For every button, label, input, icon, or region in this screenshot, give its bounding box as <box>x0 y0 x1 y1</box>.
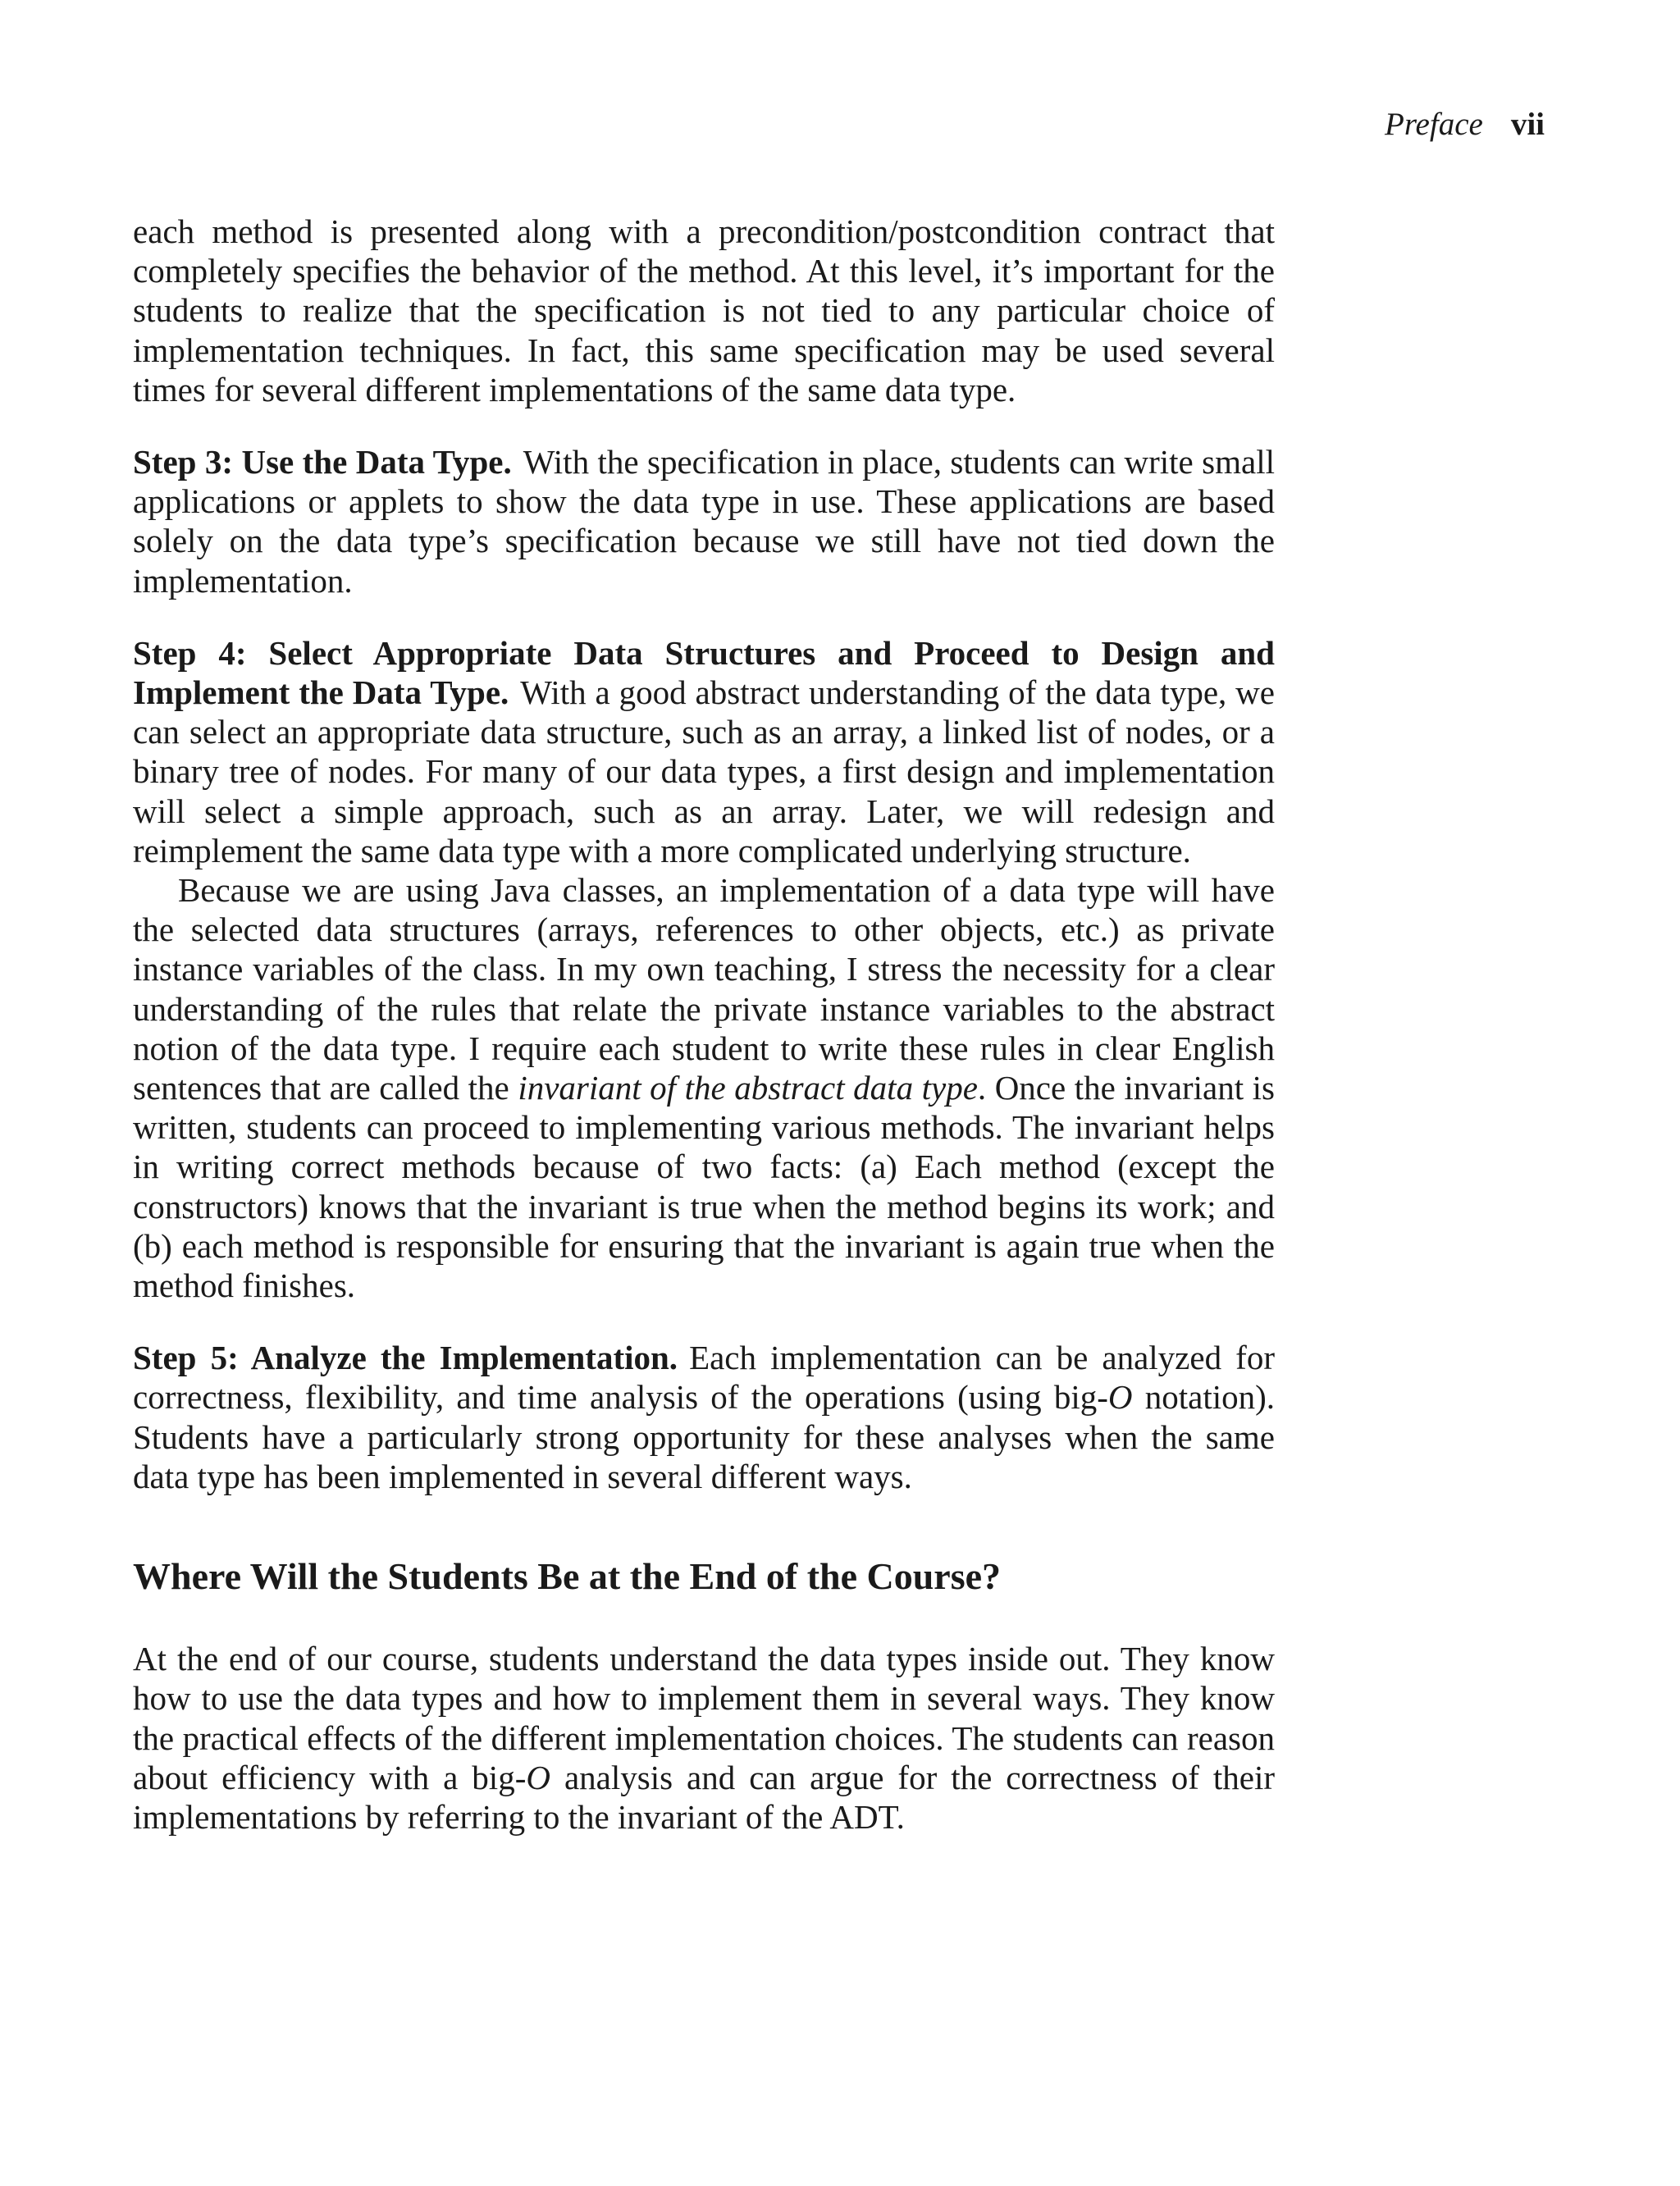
section-heading: Where Will the Students Be at the End of the Course? <box>133 1555 1002 1598</box>
page-number: vii <box>1510 107 1545 142</box>
big-o-symbol: O <box>1107 1378 1133 1417</box>
step-3-text: With the specification in place, students can write small applications or applets to show the data type in use. These applications are based solely on the data type’s specification because we still have not tied down the implementation. <box>133 443 1276 600</box>
step-5-heading: Step 5: Analyze the Implementation. <box>133 1339 678 1377</box>
big-o-symbol: O <box>526 1758 550 1796</box>
step-5-text-before: Each implementation can be analyzed for correctness, flexibility, and time analysis of the operations (using big- <box>133 1339 1275 1417</box>
invariant-text-before: Because we are using Java classes, an implementation of a data type will have the selected data structures (arrays, references to other objects, etc.) as private instance variables of the class. In my own teaching, I stress the necessity for a clear understanding of the rules that relate the private instance variables to the abstract notion of the data type. I require each student to write these rules in clear English sentences that are called the <box>133 871 1275 1107</box>
step-3-paragraph <box>133 442 1275 600</box>
running-head-section: Preface <box>1385 107 1483 142</box>
end-of-course-text-before: At the end of our course, students understand the data types inside out. They know how to use the data types and how to implement them in several ways. They know the practical effects of the different implementation choices. The students can reason about efficiency with a big- <box>133 1640 1275 1796</box>
step-4-heading: Step 4: Select Appropriate Data Structures and Proceed to Design and Implement the Data Type. <box>133 633 1275 712</box>
body-text <box>133 212 1275 1837</box>
invariant-text-after: . Once the invariant is written, students can proceed to implementing various methods. The invariant helps in writing correct methods because of two facts: (a) Each method (except the constructors) knows that the invariant is true when the method begins its work; and (b) each method is responsible for ensuring that the invariant is again true when the method finishes. <box>133 1069 1275 1305</box>
step-3-heading: Step 3: Use the Data Type. <box>133 443 512 481</box>
step-5-paragraph <box>133 1338 1275 1496</box>
step-5-text-after: notation). Students have a particularly strong opportunity for these analyses when the same data type has been implemented in several different ways. <box>133 1378 1276 1495</box>
step-4-paragraph <box>133 633 1275 870</box>
step-4-text: With a good abstract understanding of the data type, we can select an appropriate data structure, such as an array, a linked list of nodes, or a binary tree of nodes. For many of our data types, a first design and implementation will select a simple approach, such as an array. Later, we will redesign and reimplement the same data type with a more complicated underlying structure. <box>133 673 1275 869</box>
invariant-emphasis: invariant of the abstract data type <box>518 1069 978 1107</box>
invariant-paragraph <box>133 870 1275 1305</box>
end-of-course-text-after: analysis and can argue for the correctness of their implementations by referring to the invariant of the ADT. <box>133 1758 1275 1836</box>
running-head <box>1385 108 1545 140</box>
end-of-course-paragraph <box>133 1639 1275 1837</box>
paragraph-continuation: each method is presented along with a precondition/postcondition contract that completely specifies the behavior of the method. At this level, it’s important for the students to realize that the specification is not tied to any particular choice of implementation techniques. In fact, this same specification may be used several times for several different implementations of the same data type. <box>133 212 1275 408</box>
